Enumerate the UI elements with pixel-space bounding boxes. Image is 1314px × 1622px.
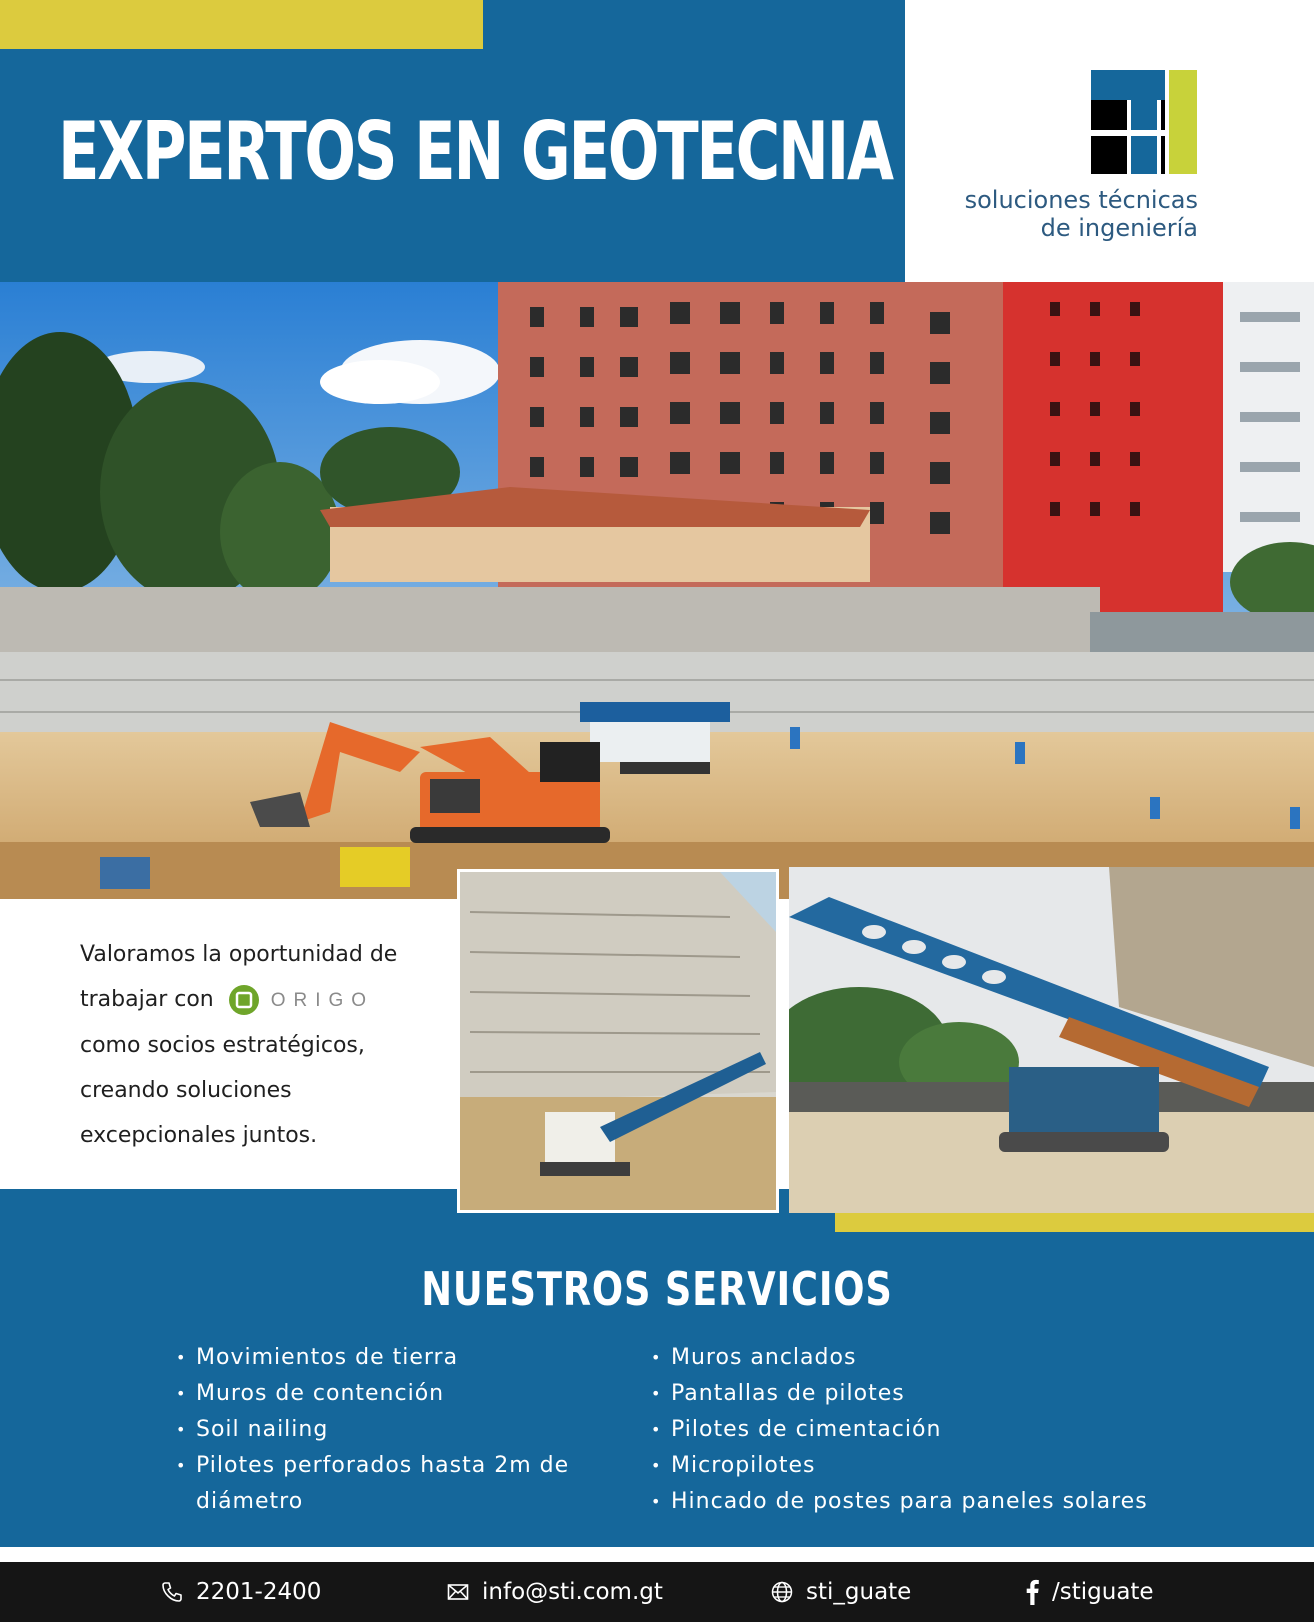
contact-email[interactable] — [446, 1575, 663, 1609]
partner-line-1: Valoramos la oportunidad de — [80, 942, 398, 967]
contact-phone[interactable] — [160, 1575, 321, 1609]
photo-anchored-wall — [457, 869, 779, 1213]
service-item: • Muros de contención — [176, 1376, 616, 1412]
contact-facebook[interactable] — [1024, 1575, 1154, 1609]
photo-excavation-site — [0, 282, 1314, 899]
sti-logo-icon — [1091, 70, 1197, 174]
service-item: • Movimientos de tierra — [176, 1340, 616, 1376]
contact-facebook-text: /stiguate — [1052, 1579, 1154, 1605]
header-accent-bar — [0, 0, 483, 49]
mail-icon — [446, 1580, 470, 1604]
partner-line-4: creando soluciones — [80, 1077, 292, 1103]
partner-line-2-prefix: trabajar con — [80, 987, 214, 1012]
service-item: • Pilotes perforados hasta 2m de diámetro — [176, 1448, 616, 1520]
logo-text-line1: soluciones técnicas — [964, 186, 1198, 214]
facebook-icon — [1024, 1579, 1040, 1605]
service-item: • Micropilotes — [651, 1448, 1171, 1484]
partner-line-2 — [80, 977, 430, 1023]
photo-drill-rig — [789, 867, 1314, 1213]
partner-statement — [80, 932, 430, 1158]
partner-line-5: excepcionales juntos. — [80, 1122, 318, 1148]
origo-logo-icon — [229, 985, 259, 1015]
service-item: • Muros anclados — [651, 1340, 1171, 1376]
services-list-left — [176, 1340, 616, 1520]
logo-text-line2: de ingeniería — [1040, 214, 1198, 242]
globe-icon — [770, 1580, 794, 1604]
contact-social-handle[interactable] — [770, 1575, 911, 1609]
service-item: • Soil nailing — [176, 1412, 616, 1448]
service-item: • Pantallas de pilotes — [651, 1376, 1171, 1412]
contact-social-text: sti_guate — [806, 1579, 912, 1605]
partner-line-3: como socios estratégicos, — [80, 1032, 365, 1058]
services-list-right — [651, 1340, 1171, 1520]
origo-logo — [229, 978, 374, 1023]
service-item: • Hincado de postes para paneles solares — [651, 1484, 1171, 1520]
page-headline: EXPERTOS EN GEOTECNIA — [58, 105, 892, 198]
services-title: NUESTROS SERVICIOS — [421, 1262, 893, 1316]
contact-email-text: info@sti.com.gt — [482, 1579, 663, 1605]
phone-icon — [160, 1580, 184, 1604]
origo-logo-word: ORIGO — [270, 989, 375, 1011]
service-item: • Pilotes de cimentación — [651, 1412, 1171, 1448]
sti-logo-text — [930, 186, 1198, 242]
contact-phone-text: 2201-2400 — [196, 1579, 322, 1605]
